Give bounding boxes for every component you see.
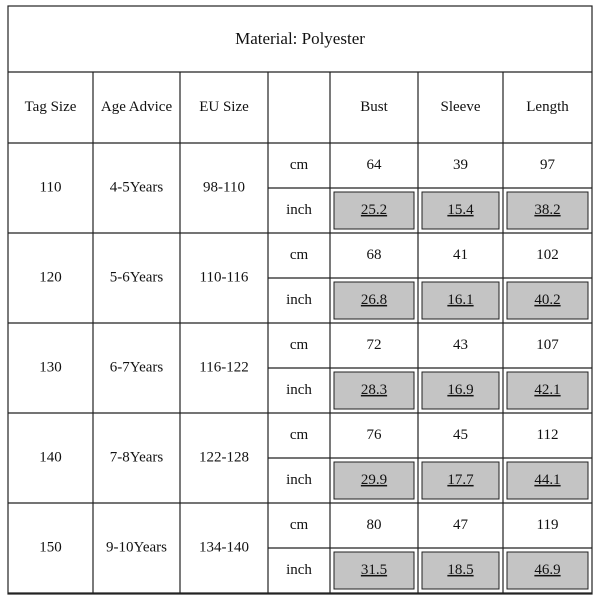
- age-advice-cell: 6-7Years: [109, 359, 164, 376]
- unit-label-inch: inch: [286, 471, 312, 488]
- inch-value-cell: 40.2: [534, 291, 561, 308]
- cm-value-cell: 39: [453, 156, 468, 173]
- inch-value-cell: 15.4: [447, 201, 474, 218]
- tag-size-cell: 110: [39, 179, 62, 196]
- cm-value-cell: 43: [453, 336, 468, 353]
- header-cell: Sleeve: [440, 98, 481, 115]
- inch-value-cell: 44.1: [534, 471, 561, 488]
- header-cell: EU Size: [199, 98, 249, 115]
- inch-value-cell: 28.3: [360, 381, 388, 398]
- inch-value-cell: 31.5: [360, 561, 388, 578]
- age-advice-cell: 7-8Years: [109, 449, 164, 466]
- cm-value-cell: 119: [536, 516, 559, 533]
- cm-value-cell: 102: [536, 246, 559, 263]
- header-cell: Bust: [360, 98, 388, 115]
- age-advice-cell: 4-5Years: [109, 179, 164, 196]
- eu-size-cell: 110-116: [199, 269, 249, 286]
- cm-value-cell: 112: [536, 426, 559, 443]
- cm-value-cell: 45: [453, 426, 468, 443]
- inch-value-cell: 16.9: [447, 381, 474, 398]
- unit-label-cm: cm: [289, 336, 309, 353]
- eu-size-cell: 116-122: [199, 359, 249, 376]
- unit-label-cm: cm: [289, 246, 309, 263]
- header-cell: Tag Size: [24, 98, 77, 115]
- inch-value-cell: 25.2: [360, 201, 388, 218]
- eu-size-cell: 134-140: [199, 539, 249, 556]
- tag-size-cell: 150: [39, 539, 62, 556]
- cm-value-cell: 97: [540, 156, 555, 173]
- unit-label-inch: inch: [286, 381, 312, 398]
- header-cell: Length: [526, 98, 569, 115]
- unit-label-inch: inch: [286, 561, 312, 578]
- tag-size-cell: 130: [39, 359, 62, 376]
- cm-value-cell: 47: [453, 516, 468, 533]
- cm-value-cell: 68: [366, 246, 382, 263]
- age-advice-cell: 9-10Years: [106, 539, 167, 556]
- cm-value-cell: 80: [366, 516, 382, 533]
- inch-value-cell: 18.5: [447, 561, 474, 578]
- eu-size-cell: 98-110: [203, 179, 245, 196]
- cm-value-cell: 41: [453, 246, 468, 263]
- inch-value-cell: 26.8: [360, 291, 388, 308]
- cm-value-cell: 76: [366, 426, 382, 443]
- unit-label-cm: cm: [289, 156, 309, 173]
- table-title: Material: Polyester: [235, 28, 365, 48]
- inch-value-cell: 42.1: [534, 381, 561, 398]
- inch-value-cell: 38.2: [534, 201, 561, 218]
- inch-value-cell: 16.1: [447, 291, 474, 308]
- inch-value-cell: 29.9: [360, 471, 388, 488]
- unit-label-inch: inch: [286, 201, 312, 218]
- inch-value-cell: 17.7: [447, 471, 474, 488]
- tag-size-cell: 120: [39, 269, 62, 286]
- cm-value-cell: 107: [536, 336, 559, 353]
- age-advice-cell: 5-6Years: [109, 269, 164, 286]
- cm-value-cell: 64: [366, 156, 382, 173]
- header-cell: Age Advice: [100, 98, 173, 115]
- cm-value-cell: 72: [366, 336, 382, 353]
- unit-label-inch: inch: [286, 291, 312, 308]
- eu-size-cell: 122-128: [199, 449, 249, 466]
- unit-label-cm: cm: [289, 426, 309, 443]
- unit-label-cm: cm: [289, 516, 309, 533]
- inch-value-cell: 46.9: [534, 561, 561, 578]
- tag-size-cell: 140: [39, 449, 62, 466]
